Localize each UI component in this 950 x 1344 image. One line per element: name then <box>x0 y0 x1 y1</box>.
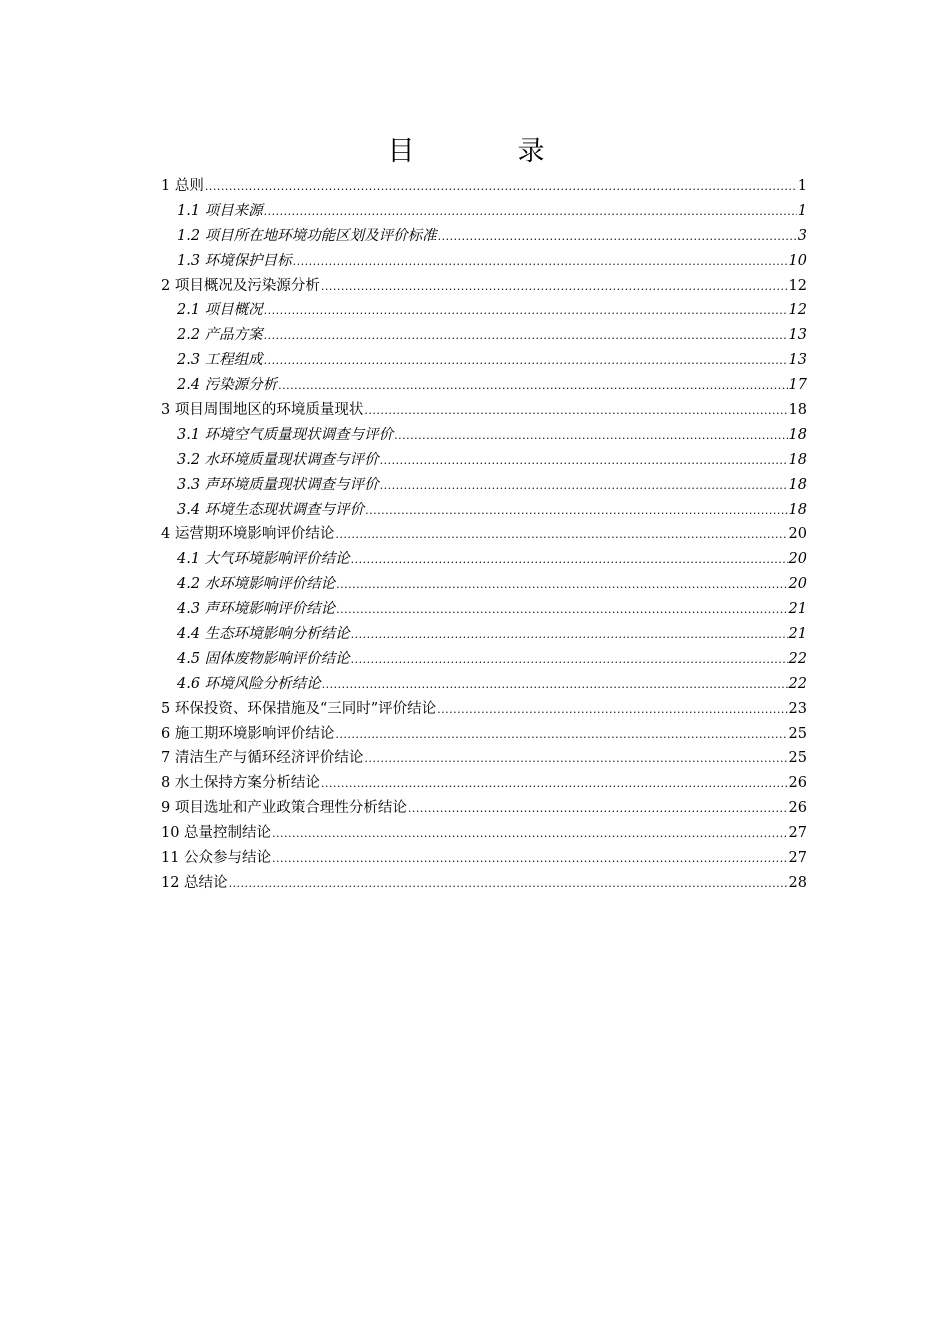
toc-entry-label: 6 施工期环境影响评价结论 <box>161 725 335 742</box>
toc-entry-label: 2.1 项目概况 <box>177 302 263 319</box>
toc-dot-leader <box>229 872 788 897</box>
toc-dot-leader <box>408 797 788 822</box>
toc-dot-leader <box>336 598 787 623</box>
toc-entry-label: 3.4 环境生态现状调查与评价 <box>177 501 365 518</box>
toc-entry[interactable] <box>161 473 807 498</box>
toc-entry-page: 18 <box>788 476 807 493</box>
toc-entry[interactable] <box>161 821 807 846</box>
toc-dot-leader <box>264 349 788 374</box>
toc-entry-page: 22 <box>788 675 807 692</box>
toc-dot-leader <box>321 772 788 797</box>
toc-dot-leader <box>322 673 788 698</box>
toc-entry[interactable] <box>161 647 807 672</box>
toc-entry-page: 22 <box>788 650 807 667</box>
toc-entry-label: 3.1 环境空气质量现状调查与评价 <box>177 426 394 443</box>
toc-entry-label: 4.6 环境风险分析结论 <box>177 675 321 692</box>
toc-entry[interactable] <box>161 746 807 771</box>
toc-dot-leader <box>335 723 787 748</box>
toc-entry-label: 4.3 声环境影响评价结论 <box>177 601 336 618</box>
toc-dot-leader <box>351 548 788 573</box>
toc-entry-page: 18 <box>788 402 807 419</box>
table-of-contents <box>161 174 807 896</box>
toc-entry[interactable] <box>161 274 807 299</box>
toc-entry[interactable] <box>161 448 807 473</box>
toc-entry-label: 4.2 水环境影响评价结论 <box>177 576 336 593</box>
toc-dot-leader <box>336 573 787 598</box>
toc-entry[interactable] <box>161 199 807 224</box>
toc-entry[interactable] <box>161 597 807 622</box>
toc-dot-leader <box>364 747 787 772</box>
toc-entry-page: 27 <box>788 850 807 867</box>
toc-entry-page: 26 <box>788 800 807 817</box>
toc-entry[interactable] <box>161 697 807 722</box>
toc-entry-label: 4.5 固体废物影响评价结论 <box>177 650 350 667</box>
toc-entry-label: 1.2 项目所在地环境功能区划及评价标准 <box>177 227 437 244</box>
toc-dot-leader <box>272 822 787 847</box>
toc-entry-page: 18 <box>788 501 807 518</box>
toc-entry[interactable] <box>161 423 807 448</box>
toc-entry-page: 13 <box>788 352 807 369</box>
toc-entry[interactable] <box>161 224 807 249</box>
toc-dot-leader <box>321 275 788 300</box>
toc-entry[interactable] <box>161 249 807 274</box>
toc-entry-page: 28 <box>788 874 807 891</box>
toc-entry-label: 2 项目概况及污染源分析 <box>161 277 320 294</box>
toc-entry-label: 1.3 环境保护目标 <box>177 252 292 269</box>
toc-entry-page: 1 <box>797 202 807 219</box>
toc-entry-page: 13 <box>788 327 807 344</box>
toc-dot-leader <box>438 225 797 250</box>
toc-entry-label: 3 项目周围地区的环境质量现状 <box>161 402 364 419</box>
toc-entry[interactable] <box>161 323 807 348</box>
toc-entry-page: 25 <box>788 750 807 767</box>
toc-entry-page: 18 <box>788 426 807 443</box>
toc-entry-page: 21 <box>788 626 807 643</box>
toc-entry-label: 4.4 生态环境影响分析结论 <box>177 626 350 643</box>
toc-dot-leader <box>264 299 788 324</box>
toc-entry[interactable] <box>161 298 807 323</box>
toc-entry[interactable] <box>161 722 807 747</box>
toc-dot-leader <box>380 474 788 499</box>
toc-entry-label: 4 运营期环境影响评价结论 <box>161 526 335 543</box>
toc-entry-page: 3 <box>797 227 807 244</box>
toc-entry[interactable] <box>161 174 807 199</box>
toc-dot-leader <box>205 175 797 200</box>
toc-entry-label: 8 水土保持方案分析结论 <box>161 775 320 792</box>
toc-entry[interactable] <box>161 522 807 547</box>
toc-entry[interactable] <box>161 572 807 597</box>
toc-entry[interactable] <box>161 672 807 697</box>
toc-entry-page: 1 <box>797 178 807 194</box>
toc-entry[interactable] <box>161 622 807 647</box>
toc-entry-page: 10 <box>788 252 807 269</box>
toc-entry[interactable] <box>161 871 807 896</box>
toc-entry-label: 2.2 产品方案 <box>177 327 263 344</box>
toc-dot-leader <box>364 399 787 424</box>
toc-entry-page: 25 <box>788 725 807 742</box>
toc-entry-label: 5 环保投资、环保措施及“三同时”评价结论 <box>161 700 437 717</box>
toc-entry-page: 12 <box>788 302 807 319</box>
toc-entry-label: 2.4 污染源分析 <box>177 377 278 394</box>
toc-dot-leader <box>278 374 787 399</box>
toc-entry-page: 12 <box>788 277 807 294</box>
toc-dot-leader <box>335 523 787 548</box>
toc-entry-label: 11 公众参与结论 <box>161 850 272 867</box>
toc-entry-page: 27 <box>788 825 807 842</box>
toc-entry-page: 20 <box>788 526 807 543</box>
toc-dot-leader <box>293 250 788 275</box>
toc-dot-leader <box>394 424 787 449</box>
toc-entry-page: 17 <box>788 377 807 394</box>
toc-entry-label: 9 项目选址和产业政策合理性分析结论 <box>161 800 407 817</box>
toc-entry-page: 26 <box>788 775 807 792</box>
toc-entry[interactable] <box>161 796 807 821</box>
toc-entry[interactable] <box>161 348 807 373</box>
toc-entry-label: 1.1 项目来源 <box>177 202 263 219</box>
toc-entry-label: 10 总量控制结论 <box>161 825 272 842</box>
toc-entry[interactable] <box>161 846 807 871</box>
toc-dot-leader <box>264 324 788 349</box>
toc-entry-label: 3.3 声环境质量现状调查与评价 <box>177 476 379 493</box>
toc-dot-leader <box>365 499 787 524</box>
toc-entry-page: 20 <box>788 551 807 568</box>
toc-entry[interactable] <box>161 398 807 423</box>
toc-dot-leader <box>351 623 788 648</box>
toc-entry-page: 21 <box>788 601 807 618</box>
toc-entry-label: 12 总结论 <box>161 874 228 891</box>
toc-dot-leader <box>351 648 788 673</box>
toc-title: 目 录 <box>387 136 583 167</box>
toc-entry-label: 2.3 工程组成 <box>177 352 263 369</box>
toc-entry-label: 7 清洁生产与循环经济评价结论 <box>161 750 364 767</box>
toc-entry[interactable] <box>161 547 807 572</box>
toc-dot-leader <box>264 200 797 225</box>
toc-entry-label: 4.1 大气环境影响评价结论 <box>177 551 350 568</box>
toc-entry-page: 23 <box>788 700 807 717</box>
toc-entry-label: 1 总则 <box>161 178 204 194</box>
toc-entry[interactable] <box>161 498 807 523</box>
toc-entry-page: 20 <box>788 576 807 593</box>
toc-entry[interactable] <box>161 771 807 796</box>
toc-dot-leader <box>380 449 788 474</box>
toc-entry-page: 18 <box>788 451 807 468</box>
toc-entry[interactable] <box>161 373 807 398</box>
toc-entry-label: 3.2 水环境质量现状调查与评价 <box>177 451 379 468</box>
toc-dot-leader <box>272 847 787 872</box>
toc-dot-leader <box>437 698 787 723</box>
